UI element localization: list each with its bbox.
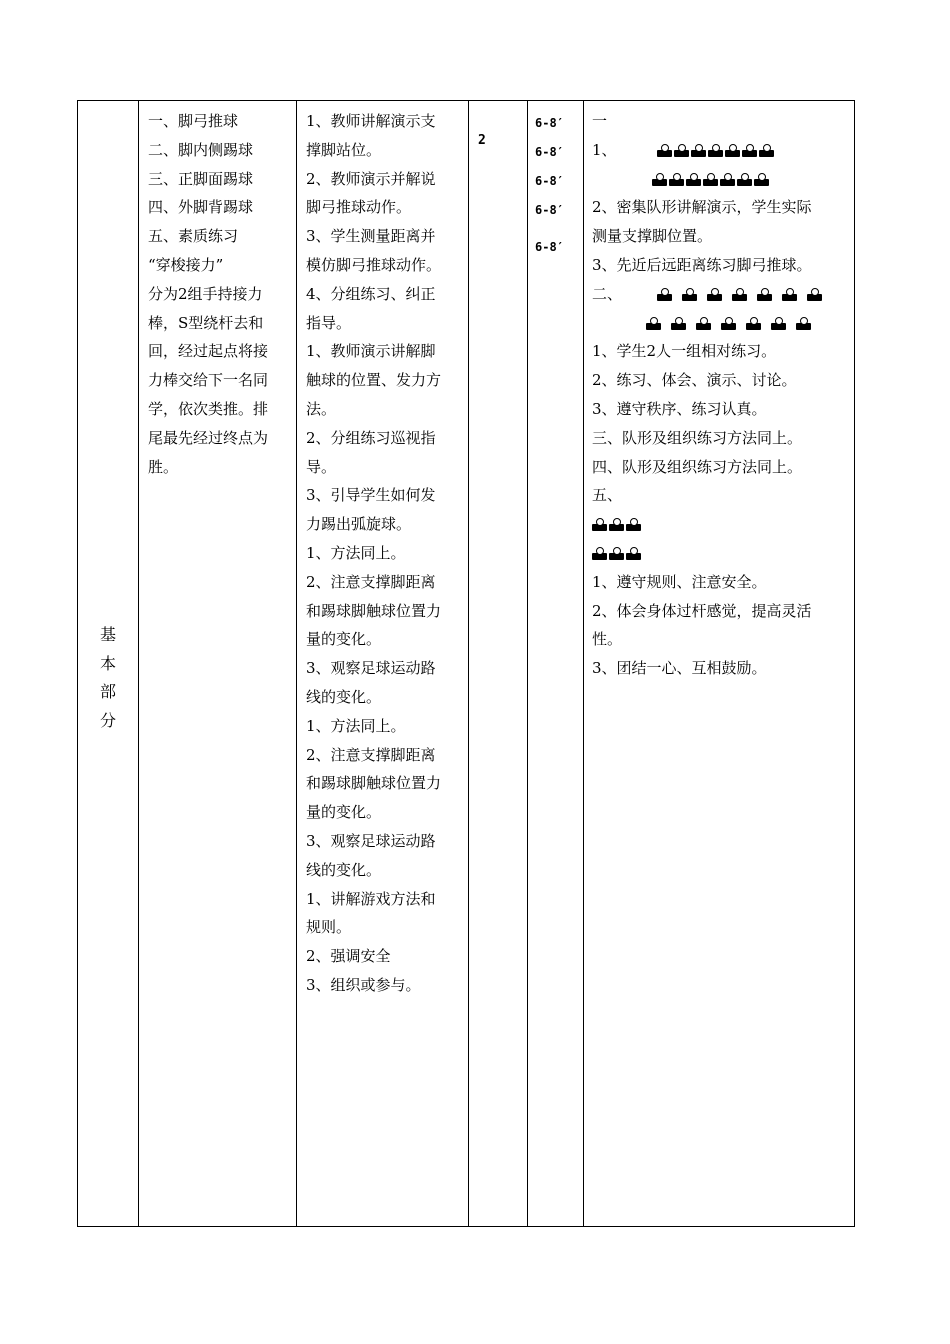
student-figure-icon	[682, 287, 697, 301]
student-figure-icon	[807, 287, 822, 301]
student-figure-icon	[657, 287, 672, 301]
text-line: 和踢球脚触球位置力	[306, 774, 442, 793]
student-figure-icon	[592, 517, 607, 531]
text-line: 规则。	[306, 918, 352, 937]
text-line: 触球的位置、发力方	[306, 371, 442, 390]
duration: 6-8′	[535, 174, 564, 188]
text-line: 导。	[306, 457, 337, 476]
duration: 6-8′	[535, 240, 564, 254]
student-figure-icon	[646, 316, 661, 330]
column-divider	[527, 101, 528, 1226]
text-line: 2、注意支撑脚距离	[306, 572, 436, 591]
duration: 6-8′	[535, 116, 564, 130]
formation-row	[657, 141, 776, 159]
text-line: 分为2组手持接力	[148, 284, 263, 303]
text-line: 3、学生测量距离并	[306, 227, 436, 246]
text-line: 1、方法同上。	[306, 543, 406, 562]
text-line: 胜。	[148, 457, 179, 476]
column-divider	[296, 101, 297, 1226]
student-figure-icon	[652, 172, 667, 186]
text-line: 四、外脚背踢球	[148, 198, 254, 217]
text-line: 1、方法同上。	[306, 716, 406, 735]
text-line: 三、正脚面踢球	[148, 169, 254, 188]
text-line: 2、强调安全	[306, 947, 391, 966]
formation-row	[592, 544, 643, 562]
text-line: 3、引导学生如何发	[306, 486, 436, 505]
student-figure-icon	[691, 143, 706, 157]
text-line: 1、讲解游戏方法和	[306, 889, 436, 908]
organization-column: 一 1、 2、密集队形讲解演示，学生实际 测量支撑脚位置。 3、先近后远距离练习脚弓推球。 二、 1、学生2人一组相对练习。 2、练习、体会、演示、讨论。 3、遵守秩序、练习认真。 三、队形及组织练习方法同上。 四、队形及组织练习方法同上。 五、 1、遵守规则、注意安全。 2、体会身体过杆感觉，提高灵活 性。 3、团结一心、互相鼓励。	[592, 107, 854, 683]
formation-row	[646, 314, 821, 332]
formation-row	[652, 170, 771, 188]
text-line: 力棒交给下一名同	[148, 371, 269, 390]
student-figure-icon	[746, 316, 761, 330]
text-line: 二、脚内侧踢球	[148, 140, 254, 159]
student-figure-icon	[708, 143, 723, 157]
section-label: 基 本 部 分	[99, 625, 116, 730]
column-divider	[583, 101, 584, 1226]
text-line: 3、组织或参与。	[306, 975, 421, 994]
text-line: 力踢出弧旋球。	[306, 515, 412, 534]
text-line: 棒，S型绕杆去和	[148, 313, 264, 332]
student-figure-icon	[782, 287, 797, 301]
text-line: 2、注意支撑脚距离	[306, 745, 436, 764]
student-figure-icon	[754, 172, 769, 186]
text-line: 线的变化。	[306, 687, 382, 706]
text-line: 一、脚弓推球	[148, 112, 239, 130]
text-line: 撑脚站位。	[306, 140, 382, 159]
student-figure-icon	[671, 316, 686, 330]
text-line: 2、分组练习巡视指	[306, 428, 436, 447]
text-line: 1、教师演示讲解脚	[306, 342, 436, 361]
student-figure-icon	[626, 517, 641, 531]
teaching-method-column	[306, 107, 466, 1000]
student-figure-icon	[669, 172, 684, 186]
text-line: 模仿脚弓推球动作。	[306, 255, 442, 274]
student-figure-icon	[707, 287, 722, 301]
student-figure-icon	[737, 172, 752, 186]
student-figure-icon	[759, 143, 774, 157]
column-divider	[468, 101, 469, 1226]
student-figure-icon	[703, 172, 718, 186]
student-figure-icon	[725, 143, 740, 157]
text-line: 学，依次类推。排	[148, 399, 269, 418]
text-line: 法。	[306, 399, 337, 418]
text-line: 量的变化。	[306, 630, 382, 649]
text-line: 3、观察足球运动路	[306, 659, 436, 678]
text-line: 4、分组练习、纠正	[306, 284, 436, 303]
text-line: 1、教师讲解演示支	[306, 112, 436, 130]
student-figure-icon	[721, 316, 736, 330]
student-figure-icon	[592, 546, 607, 560]
text-line: 2、教师演示并解说	[306, 169, 436, 188]
duration: 6-8′	[535, 203, 564, 217]
text-line: 量的变化。	[306, 803, 382, 822]
text-line: 3、观察足球运动路	[306, 831, 436, 850]
text-line: 回，经过起点将接	[148, 342, 269, 361]
duration: 6-8′	[535, 145, 564, 159]
student-figure-icon	[742, 143, 757, 157]
text-line: 指导。	[306, 313, 352, 332]
student-figure-icon	[796, 316, 811, 330]
student-figure-icon	[609, 546, 624, 560]
text-line: 和踢球脚触球位置力	[306, 601, 442, 620]
text-line: 脚弓推球动作。	[306, 198, 412, 217]
duration-column	[535, 109, 564, 262]
student-figure-icon	[696, 316, 711, 330]
student-figure-icon	[720, 172, 735, 186]
text-line: 线的变化。	[306, 860, 382, 879]
student-figure-icon	[686, 172, 701, 186]
text-line: 尾最先经过终点为	[148, 428, 269, 447]
repeat-count: 2	[478, 133, 486, 148]
student-figure-icon	[757, 287, 772, 301]
student-figure-icon	[626, 546, 641, 560]
column-divider	[138, 101, 139, 1226]
formation-row	[657, 285, 832, 303]
formation-row	[592, 515, 643, 533]
student-figure-icon	[674, 143, 689, 157]
teaching-content-column	[148, 107, 293, 481]
text-line: 五、素质练习	[148, 227, 239, 246]
student-figure-icon	[771, 316, 786, 330]
student-figure-icon	[657, 143, 672, 157]
student-figure-icon	[732, 287, 747, 301]
text-line: “穿梭接力”	[148, 255, 224, 274]
lesson-plan-table	[77, 100, 855, 1227]
student-figure-icon	[609, 517, 624, 531]
